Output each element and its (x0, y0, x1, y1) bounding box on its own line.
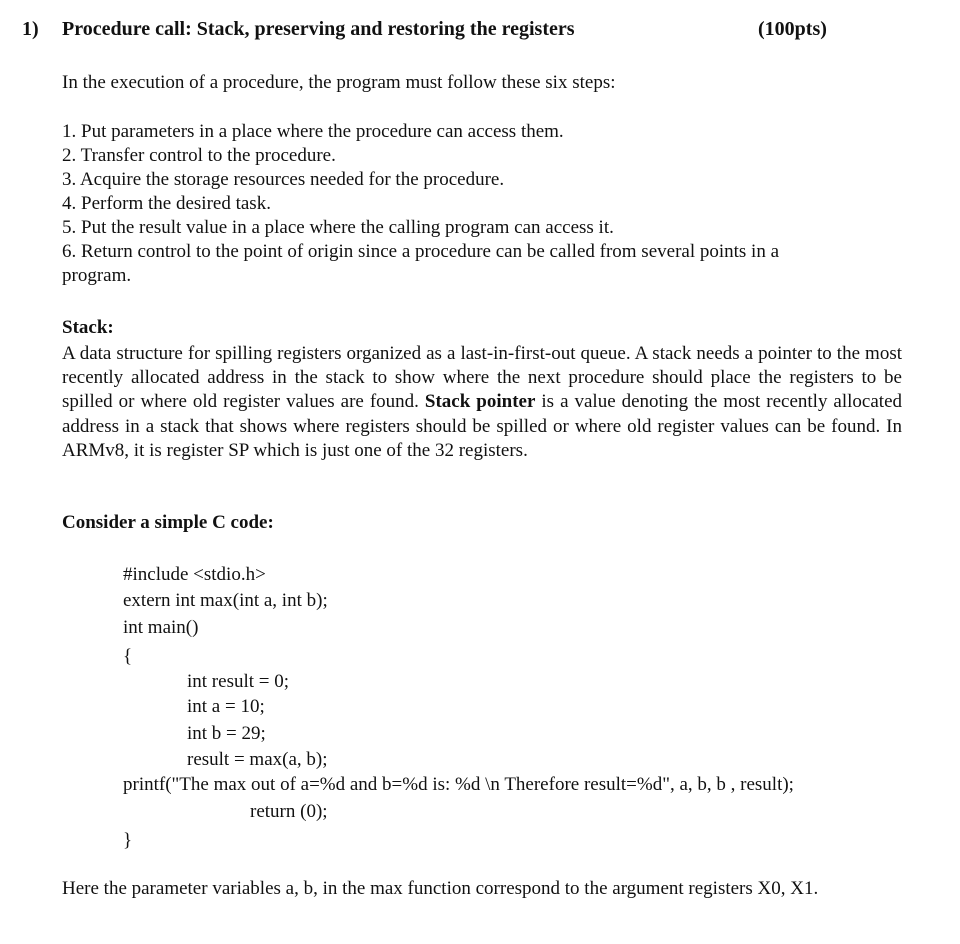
stack-paragraph (62, 342, 902, 463)
code-line: int result = 0; (187, 671, 290, 692)
footer-text: Here the parameter variables a, b, in the max function correspond to the argument registers X0, X1. (62, 878, 819, 899)
stack-heading: Stack: (62, 317, 114, 338)
code-line: int b = 29; (187, 723, 266, 744)
question-points: (100pts) (758, 18, 827, 40)
code-line: return (0); (250, 801, 328, 822)
step-item: 1. Put parameters in a place where the procedure can access them. (62, 121, 564, 142)
stack-text-before: A data structure for spilling registers organized as a last-in-first-out queue. A stack needs a pointer to the most recently allocated address in the stack to show where the next procedure should place the registers to be spilled or where old register values are found. (62, 343, 902, 413)
step-item: 6. Return control to the point of origin since a procedure can be called from several points in a (62, 241, 780, 262)
code-line: } (123, 830, 133, 851)
step-item: 3. Acquire the storage resources needed for the procedure. (62, 169, 505, 190)
stack-pointer-term: Stack pointer (424, 391, 536, 413)
code-line: int main() (123, 617, 199, 638)
stack-text-after: is a value denoting the most recently allocated address in a stack that shows where registers should be spilled or where old register values can be found. In ARMv8, it is register SP which is just one of the 32 registers. (62, 391, 902, 461)
step-item: 5. Put the result value in a place where the calling program can access it. (62, 217, 614, 238)
code-line: int a = 10; (187, 696, 265, 717)
code-line: extern int max(int a, int b); (123, 590, 328, 611)
code-line: #include <stdio.h> (123, 564, 266, 585)
intro-text: In the execution of a procedure, the program must follow these six steps: (62, 72, 616, 93)
step-item: program. (62, 265, 132, 286)
question-title: Procedure call: Stack, preserving and restoring the registers (62, 18, 575, 40)
question-number: 1) (22, 18, 39, 40)
step-item: 4. Perform the desired task. (62, 193, 271, 214)
steps-list (62, 120, 779, 288)
code-line: printf("The max out of a=%d and b=%d is: %d \n Therefore result=%d", a, b, b , result); (123, 774, 794, 795)
code-line: { (123, 646, 133, 667)
step-item: 2. Transfer control to the procedure. (62, 145, 336, 166)
code-heading: Consider a simple C code: (62, 512, 274, 533)
code-line: result = max(a, b); (187, 749, 328, 770)
